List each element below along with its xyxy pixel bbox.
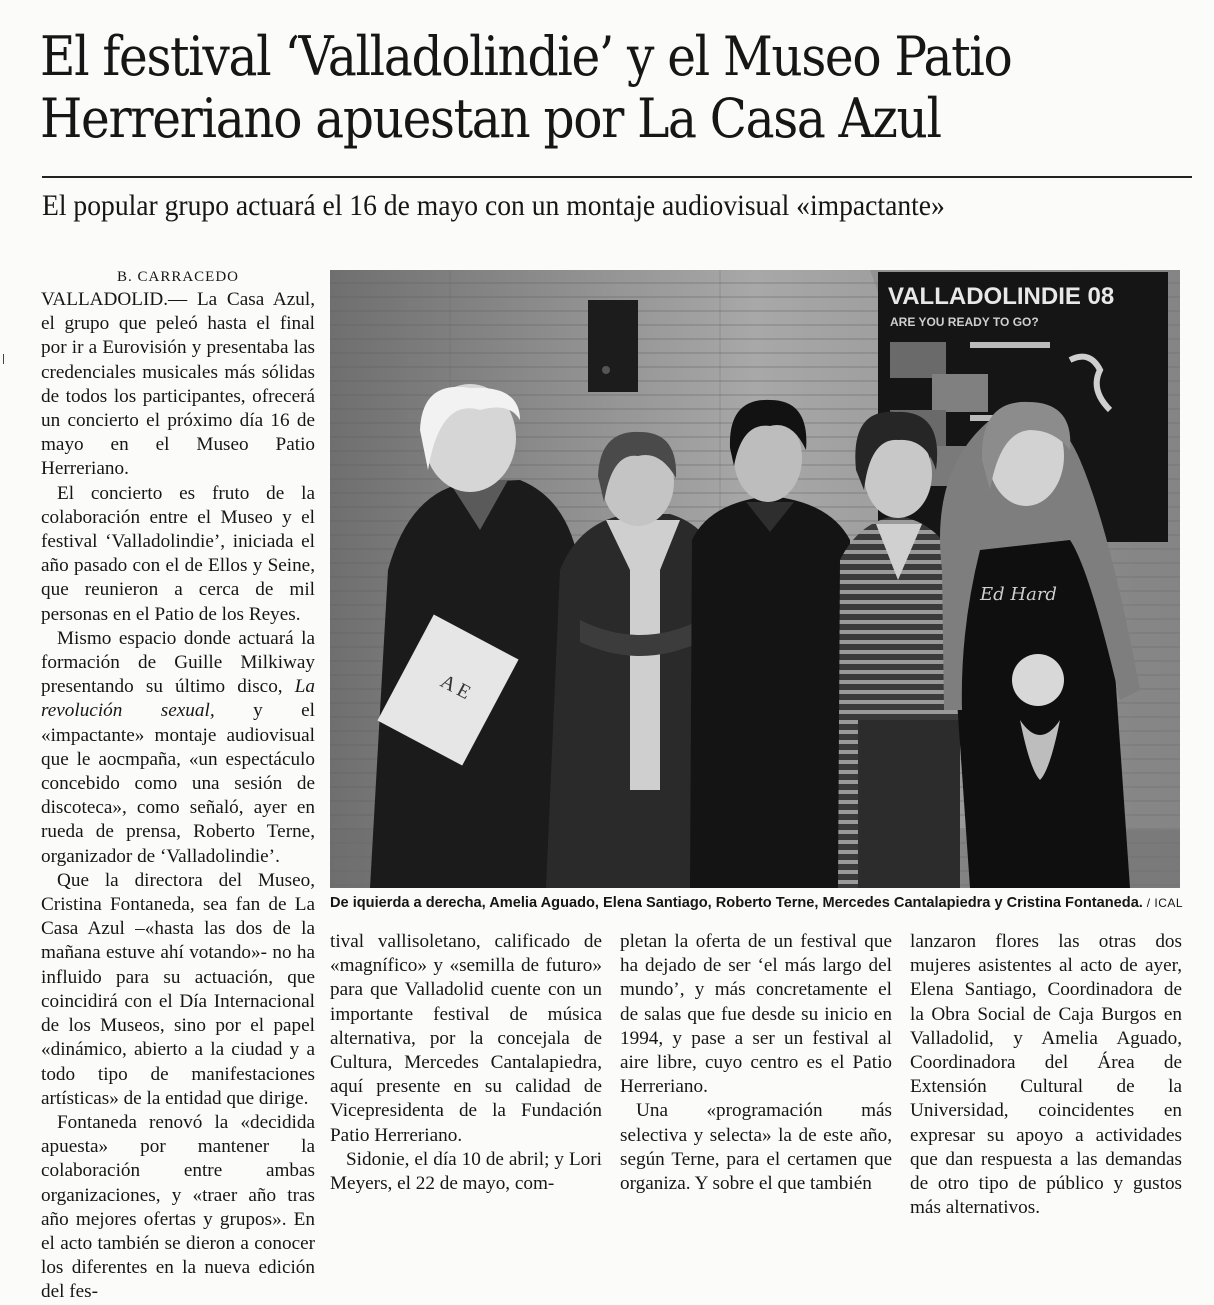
headline-line-2: Herreriano apuestan por La Casa Azul bbox=[40, 87, 941, 150]
speaker-box bbox=[588, 300, 638, 392]
paragraph: tival vallisoletano, calificado de «magnífico» y «semilla de futuro» para que Valladolid cuente con un importante festival de música alternativa, por la concejala de Cultura, Mercedes Cantalapiedra, aquí presente en su calidad de Vicepresidenta de la Fundación Patio Herreriano. bbox=[330, 931, 602, 1146]
svg-text:A E: A E bbox=[436, 670, 475, 705]
paragraph: pletan la oferta de un festival que ha dejado de ser ‘el más largo del mundo’, y más concretamente el de salas que fue desde su inicio en 1994, y pase a ser un festival al aire libre, cuyo centro es el Patio Herreriano. bbox=[620, 931, 892, 1098]
press-photo bbox=[330, 270, 1180, 888]
column-4 bbox=[910, 930, 1182, 1220]
paragraph: lanzaron flores las otras dos mujeres asistentes al acto de ayer, Elena Santiago, Coordinadora de la Obra Social de Caja Burgos en Valladolid, y Amelia Aguado, Coordinadora del Área de Extensión Cultural de la Universidad, coincidentes en expresar su apoyo a actividades que dan respuesta a las demandas de otro tipo de público y gustos más alternativos. bbox=[910, 931, 1182, 1219]
caption-text: De iquierda a derecha, Amelia Aguado, Elena Santiago, Roberto Terne, Mercedes Cantalapiedra y Cristina Fontaneda. bbox=[330, 895, 1143, 911]
svg-text:ARE YOU READY TO GO?: ARE YOU READY TO GO? bbox=[890, 315, 1039, 329]
paragraph: VALLADOLID.— La Casa Azul, el grupo que peleó hasta el final por ir a Eurovisión y presentaba las credenciales musicales más sólidas de todos los participantes, ofrecerá un concierto el próximo día 16 de mayo en el Museo Patio Herreriano. bbox=[41, 289, 315, 480]
paragraph: Una «programación más selectiva y selecta» la de este año, según Terne, para el certamen que organiza. Y sobre el que también bbox=[620, 1100, 892, 1195]
svg-text:VALLADOLINDIE 08: VALLADOLINDIE 08 bbox=[888, 283, 1115, 310]
paragraph: Fontaneda renovó la «decidida apuesta» por mantener la colaboración entre ambas organizaciones, y «traer año tras año mejores ofertas y grupos». En el acto también se dieron a conocer los diferentes en la nueva edición del fes- bbox=[41, 1111, 315, 1303]
headline-line-1: El festival ‘Valladolindie’ y el Museo Patio bbox=[40, 25, 1012, 88]
scan-mark bbox=[3, 354, 4, 364]
headline-rule bbox=[42, 176, 1192, 178]
paragraph: Sidonie, el día 10 de abril; y Lori Meyers, el 22 de mayo, com- bbox=[330, 1148, 602, 1195]
photo-illustration bbox=[330, 270, 1180, 888]
headline bbox=[40, 26, 1084, 150]
column-2 bbox=[330, 930, 602, 1196]
photo-caption bbox=[330, 893, 1190, 913]
album-title: La revolución sexual, bbox=[41, 676, 315, 722]
svg-text:Ed Hard: Ed Hard bbox=[980, 584, 1057, 605]
column-1 bbox=[41, 266, 315, 1305]
byline: B. CARRACEDO bbox=[116, 269, 240, 285]
paragraph: Que la directora del Museo, Cristina Fontaneda, sea fan de La Casa Azul –«hasta las dos de la mañana estuve ahí votando»- no ha influido para su actuación, que coincidirá con el Día Internacional de los Museos, sino por el papel «dinámico, abierto a la ciudad y a todo tipo de manifestaciones artísticas» de la entidad que dirige. bbox=[41, 869, 315, 1109]
paragraph: El concierto es fruto de la colaboración entre el Museo y el festival ‘Valladolindie’, iniciada el año pasado con el de Ellos y Seine, que reunieron a cerca de mil personas en el Patio de los Reyes. bbox=[41, 482, 315, 625]
paragraph: Mismo espacio donde actuará la formación de Guille Milkiway presentando su último disco, La revolución sexual, y el «impactante» montaje audiovisual que le aocmpaña, «un espectáculo concebido como una sesión de discoteca», como señaló, ayer en rueda de prensa, Roberto Terne, organizador de ‘Valladolindie’. bbox=[41, 627, 315, 867]
photo-credit: / ICAL bbox=[1142, 896, 1184, 910]
subtitle: El popular grupo actuará el 16 de mayo con un montaje audiovisual «impactante» bbox=[42, 189, 945, 222]
column-3 bbox=[620, 930, 892, 1196]
